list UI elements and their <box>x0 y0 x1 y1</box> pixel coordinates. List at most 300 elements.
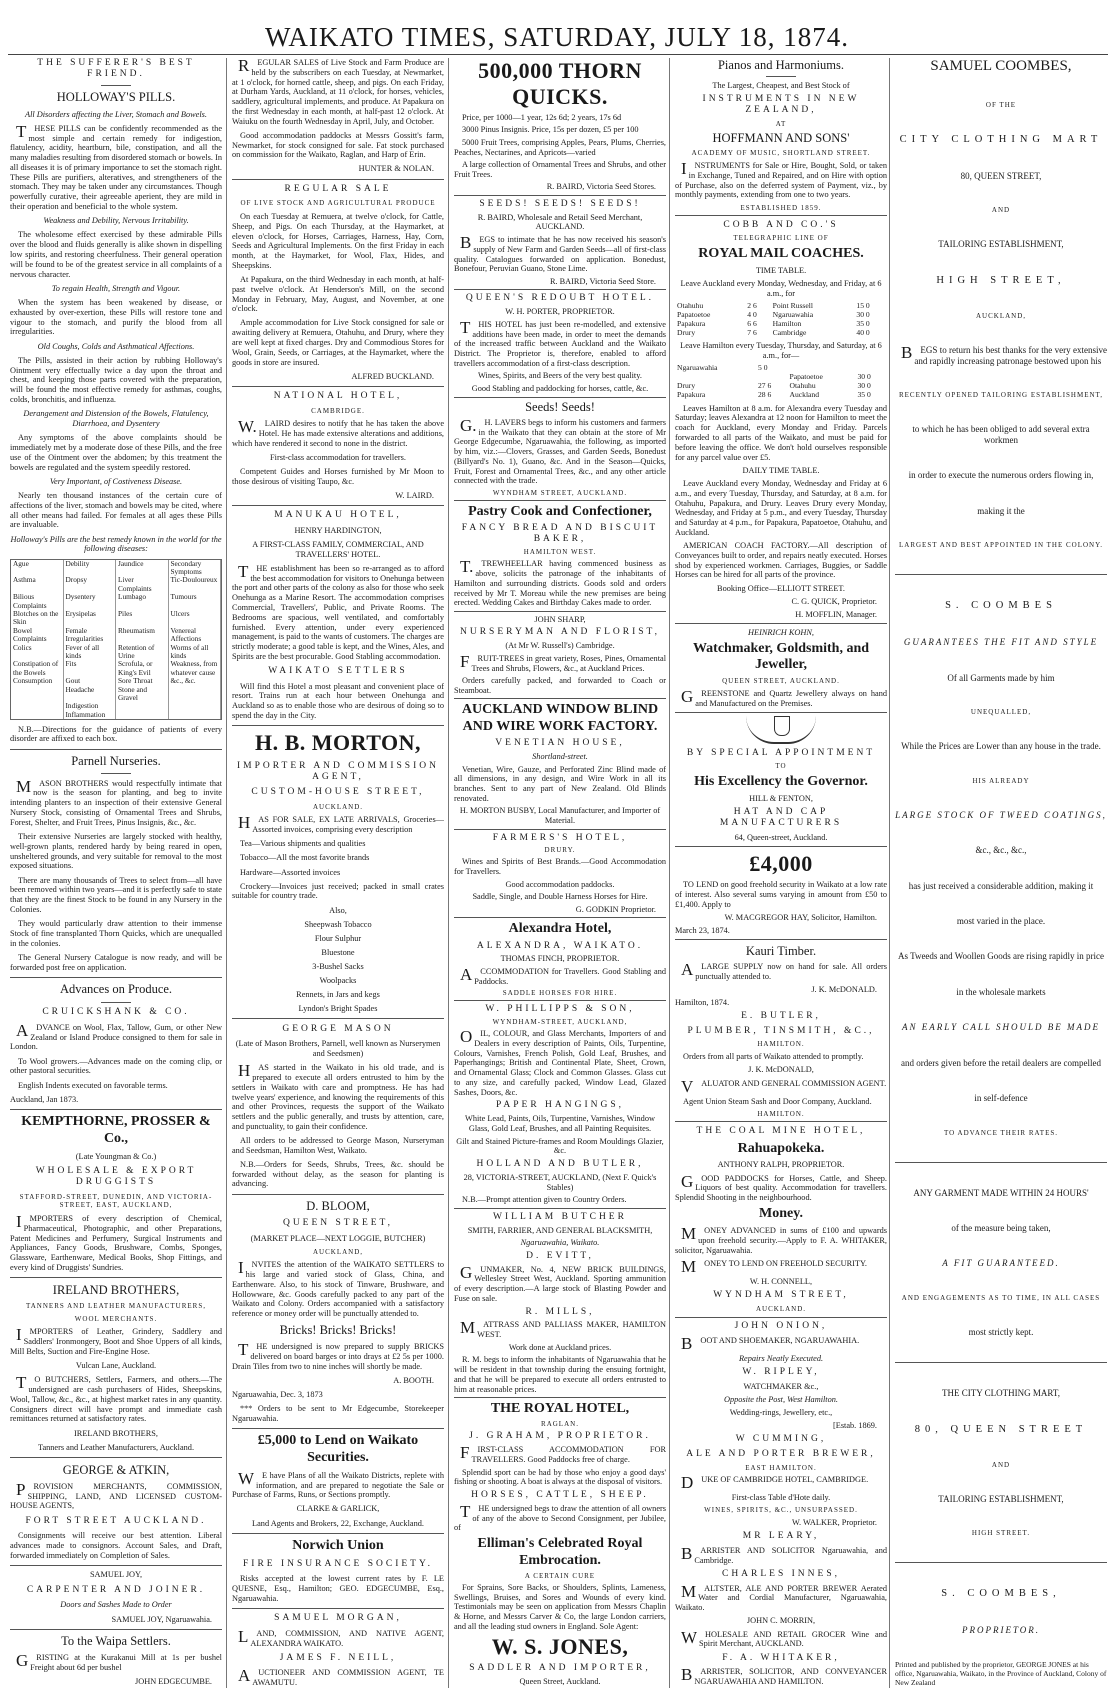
divider <box>454 1208 666 1209</box>
ad-headline: £4,000 <box>749 850 813 876</box>
ad-line: SMITH, FARRIER, AND GENERAL BLACKSMITH, <box>467 1225 653 1235</box>
ad-line: Booking Office—ELLIOTT STREET. <box>717 583 845 593</box>
ad-line: Gilt and Stained Picture-frames and Room Mouldings Glazier, &c. <box>456 1136 664 1156</box>
disease-item: Constipation of the Bowels <box>11 660 64 677</box>
ad-signature: ALFRED BUCKLAND. <box>351 371 434 381</box>
disease-item: Worms of all kinds <box>169 644 222 661</box>
ad-line: A FIRST-CLASS FAMILY, COMMERCIAL, AND TRAVELLERS' HOTEL. <box>252 540 424 559</box>
ad-line: Sheepwash Tobacco <box>304 919 372 929</box>
fare-destination: Papatoetoe <box>789 372 823 382</box>
ad-subheading: VENETIAN HOUSE, <box>495 738 625 748</box>
ad-address: STAFFORD-STREET, DUNEDIN, AND VICTORIA-STREET, EAST, AUCKLAND, <box>19 1193 213 1210</box>
ad-signature: R. BAIRD, Victoria Seed Store. <box>549 276 656 286</box>
ad-line: WATCHMAKER &c., <box>743 1381 819 1391</box>
column-4 <box>675 58 887 1688</box>
ad-body: MONEY ADVANCED in sums of £100 and upwards upon freehold security.—Apply to F. A. WHITAKER, solicitor, Ngaruawahia. <box>675 1224 887 1255</box>
ad-dateline: Hamilton, 1874. <box>675 998 730 1008</box>
ad-line: THE CITY CLOTHING MART, <box>942 1388 1060 1399</box>
ad-body: Leaves Hamilton at 8 a.m. for Alexandra every Tuesday and Saturday; leaves Alexandra at 12 noon for Hamilton to meet the coach for Auckland, every Monday and Friday. Parcels forwarded to all parts of the Waikato, and must be paid for before leaving the office. We don't hold ourselves responsible for any parcel value over £5. <box>675 403 887 462</box>
disease-item: Ague <box>11 560 64 577</box>
ad-italic-line: Doors and Sashes Made to Order <box>60 1600 172 1610</box>
ad-italic-line: LARGE STOCK OF TWEED COATINGS, <box>895 809 1107 820</box>
disease-item: Piles <box>116 610 169 627</box>
ad-address: CAMBRIDGE. <box>311 406 365 415</box>
ad-signature: J. K. McDONALD. <box>811 984 877 994</box>
ad-subheading: BY SPECIAL APPOINTMENT <box>686 747 876 758</box>
ad-italic-line: Very Important, of Costiveness Disease. <box>49 476 183 486</box>
ad-body: TO LEND on good freehold security in Waikato at a low rate of interest. Also several sums varying in amount from £50 to £1,400. Apply to <box>675 880 887 909</box>
ad-line: Of all Garments made by him <box>947 672 1055 683</box>
ad-body: Orders from all parts of Waikato attended to promptly. <box>683 1052 864 1062</box>
masthead-rule <box>8 54 1108 55</box>
ad-body: The General Nursery Catalogue is now ready, and will be forwarded post free on application. <box>10 952 222 972</box>
fare-destination: Drury <box>677 328 696 338</box>
ad-subheading: W. PHILLIPPS & SON, <box>485 1004 635 1015</box>
ad-line: J. K. McDONALD, <box>748 1065 814 1075</box>
ad-dateline: March 23, 1874. <box>675 926 730 936</box>
fare-destination: Point Russell <box>772 301 813 311</box>
ad-body: AUCTIONEER AND COMMISSION AGENT, TE AWAMUTU. <box>238 1666 444 1688</box>
ad-address: AT <box>775 119 787 128</box>
ad-line: Flour Sulphur <box>314 933 362 943</box>
ad-heading: Pastry Cook and Confectioner, <box>468 503 652 519</box>
ad-line: making it the <box>977 505 1025 516</box>
fare-destination: Otahuhu <box>677 301 704 311</box>
ad-subheading: NATIONAL HOTEL, <box>273 391 403 402</box>
disease-item: Scrofula, or King's Evil <box>116 660 169 677</box>
ad-line: Wines, Spirits, and Beers of the very best quality. <box>478 371 642 381</box>
ad-subheading: MANUKAU HOTEL, <box>274 510 402 521</box>
ad-body: INVITES the attention of the WAIKATO SETTLERS to his large and varied stock of Glass, China, and Earthenware. Also, to his stock of Tinware, Brushware, and Hollowware, &c. Goods carefully packed to any part of the Waikato and Colony. Orders accompanied with a satisfactory reference or money order will be punctually attended to. <box>232 1258 444 1319</box>
ad-address: WINES, SPIRITS, &C., UNSURPASSED. <box>704 1506 858 1515</box>
fare-price: 2 6 <box>747 301 757 311</box>
ad-address: AUCKLAND. <box>755 1304 807 1313</box>
divider <box>454 829 666 830</box>
ad-italic-line: Old Coughs, Colds and Asthmatical Affections. <box>37 341 195 351</box>
ad-body: MONEY TO LEND ON FREEHOLD SECURITY. <box>681 1257 867 1277</box>
ad-line: SAMUEL JOY, <box>89 1570 143 1580</box>
ad-line: (At Mr W. Russell's) Cambridge. <box>505 641 615 651</box>
ad-subheading: S. COOMBES, <box>941 1588 1061 1600</box>
fare-price: 28 6 <box>758 390 772 400</box>
ad-line: CLARKE & GARLICK, <box>296 1504 380 1514</box>
ad-address: QUEEN STREET, AUCKLAND. <box>722 677 840 686</box>
divider <box>232 1428 444 1429</box>
disease-item <box>169 686 222 703</box>
ad-body: There are many thousands of Trees to select from—all have been removed within two years—and it is perfectly safe to state that they are the finest Stock to be found in any Nursery in the Colonies. <box>10 875 222 914</box>
ad-address: ACADEMY OF MUSIC, SHORTLAND STREET. <box>691 149 871 158</box>
ad-subheading: JOHN ONION, <box>734 1321 828 1332</box>
ad-body: LAND, COMMISSION, AND NATIVE AGENT, ALEXANDRA WAIKATO. <box>238 1626 444 1648</box>
ad-subheading: JAMES F. NEILL, <box>279 1652 397 1663</box>
divider <box>10 977 222 978</box>
ad-italic-line: Derangement and Distension of the Bowels, Flatulency, Diarrhoea, and Dysentery <box>23 409 209 429</box>
ad-address: HIS ALREADY <box>972 776 1030 785</box>
ad-address: WYNDHAM-STREET, AUCKLAND, <box>492 1018 628 1027</box>
divider <box>895 1162 1107 1163</box>
ad-line: Leave Hamilton every Tuesday, Thursday, and Saturday, at 6 a.m., for— <box>680 341 882 361</box>
fare-table <box>675 302 887 338</box>
ad-line: Bluestone <box>321 947 355 957</box>
ad-body: On each Tuesday at Remuera, at twelve o'clock, for Cattle, Sheep, and Pigs. On each Thursday, at the Haymarket, at eleven o'clock, for Horses, Carriages, Harness, Hay, Corn, Seeds and Agricultural Implements. On the first Friday in each month, at the Haymarket, for Wool, Flax, Hides, and Sheepskins. <box>232 212 444 270</box>
disease-item: Liver Complaints <box>116 576 169 593</box>
ad-line: R. BAIRD, Wholesale and Retail Seed Merchant, AUCKLAND. <box>477 212 643 232</box>
ad-body: BOOT AND SHOEMAKER, NGARUAWAHIA. <box>681 1333 860 1353</box>
disease-item: Sore Throat <box>116 677 169 685</box>
ad-line: Wedding-rings, Jewellery, etc., <box>729 1407 833 1417</box>
ad-subheading: NURSERYMAN AND FLORIST, <box>460 627 660 638</box>
fare-destination: Drury <box>677 381 696 391</box>
disease-item: Gout <box>64 677 117 685</box>
divider <box>675 623 887 624</box>
disease-item: Female Irregularities <box>64 627 117 644</box>
ad-body: WHOLESALE AND RETAIL GROCER Wine and Spirit Merchant, AUCKLAND. <box>681 1627 887 1649</box>
ad-subheading: 80, QUEEN STREET <box>914 1423 1088 1435</box>
divider <box>10 1457 222 1458</box>
ad-heading: Money. <box>759 1206 803 1222</box>
disease-item: Dysentery <box>64 593 117 610</box>
ad-body: All orders to be addressed to George Mason, Nurseryman and Seedsman, Hamilton West, Waikato. <box>232 1136 444 1155</box>
ad-subheading: HORSES, CATTLE, SHEEP. <box>471 1489 649 1500</box>
disease-item: Tic-Douloureux <box>169 576 222 593</box>
disease-item <box>11 702 64 710</box>
disease-list <box>10 559 222 720</box>
fare-price: 30 0 <box>857 381 871 391</box>
ad-body: GUNMAKER, No. 4, NEW BRICK BUILDINGS, Wellesley Street West, Auckland. Sporting ammunition of every description.—A large stock of Blasting Powder and Fuse on sale. <box>454 1262 666 1303</box>
ad-body: They would particularly draw attention to their immense Stock of fine transplanted Thorn Quicks, which are unequalled in the colonies. <box>10 919 222 948</box>
divider <box>454 1000 666 1001</box>
ad-body: Wines and Spirits of Best Brands.—Good Accommodation for Travellers. <box>454 857 666 877</box>
disease-item: Inflammation <box>64 711 117 719</box>
ad-heading: THE ROYAL HOTEL, <box>490 1401 630 1416</box>
ad-body: FRUIT-TREES in great variety, Roses, Pines, Ornamental Trees and Shrubs, Flowers, &c., at Auckland Prices. <box>460 651 666 673</box>
ad-subheading: SADDLER AND IMPORTER, <box>469 1663 651 1674</box>
ad-body: 3000 Pinus Insignis. Price, 15s per dozen, £5 per 100 <box>462 125 639 135</box>
ad-body: DUKE OF CAMBRIDGE HOTEL, CAMBRIDGE. <box>681 1473 869 1493</box>
fare-row <box>675 373 887 382</box>
fare-destination: Ngaruawahia <box>772 310 814 320</box>
ad-italic-line: GUARANTEES THE FIT AND STYLE <box>903 637 1099 648</box>
ad-address: HAMILTON. <box>757 1040 805 1049</box>
ad-heading: £5,000 to Lend on Waikato Securities. <box>257 1433 419 1465</box>
ad-subheading: THE SUFFERER'S BEST FRIEND. <box>37 58 195 80</box>
divider <box>454 397 666 398</box>
ad-address: OF LIVE STOCK AND AGRICULTURAL PRODUCE <box>240 199 436 208</box>
ad-address: LARGEST AND BEST APPOINTED IN THE COLONY. <box>898 541 1104 550</box>
ad-body: ADVANCE on Wool, Flax, Tallow, Gum, or other New Zealand or Island Produce consigned to them for sale in London. <box>10 1020 222 1052</box>
ad-line: in self-defence <box>974 1093 1028 1104</box>
ad-line: Lyndon's Bright Spades <box>298 1004 378 1014</box>
ad-line: THOMAS FINCH, PROPRIETOR. <box>500 954 620 964</box>
disease-item: Venereal Affections <box>169 627 222 644</box>
ad-line: Rennets, in Jars and kegs <box>296 990 380 1000</box>
ad-body: BARRISTER, SOLICITOR, AND CONVEYANCER NGARUAWAHIA AND HAMILTON. <box>681 1665 887 1686</box>
disease-item <box>169 711 222 719</box>
disease-item: Tumours <box>169 593 222 610</box>
fare-price: 30 0 <box>857 372 871 382</box>
printer-imprint: Printed and published by the proprietor, GEORGE JONES at his office, Ngaruawahia, Waikato, in the Province of Auckland, Colony of New Zealand <box>895 1659 1107 1687</box>
ad-address: WYNDHAM STREET, AUCKLAND. <box>492 489 628 498</box>
disease-item: Lumbago <box>116 593 169 610</box>
ad-line: First-class Table d'Hote daily. <box>731 1493 831 1503</box>
ad-line: in order to execute the numerous orders flowing in, <box>908 470 1094 481</box>
disease-item <box>11 711 64 719</box>
ad-heading: HOFFMANN AND SONS' <box>712 131 850 146</box>
divider <box>10 1565 222 1566</box>
divider <box>454 1397 666 1398</box>
ad-line: DAILY TIME TABLE. <box>742 465 820 475</box>
ad-body: TO BUTCHERS, Settlers, Farmers, and others.—The undersigned are cash purchasers of Hides, Sheepskins, Wool, Tallow, &c., &c., at highest market rates in any quantity. Consigners direct will have prompt and immediate cash remittances returned at satisfactory rates. <box>10 1373 222 1424</box>
ad-subheading: WAIKATO SETTLERS <box>268 666 408 677</box>
ad-line: HILL & FENTON, <box>749 794 813 804</box>
ad-line: has just received a considerable addition, making it <box>908 880 1094 891</box>
disease-item <box>11 686 64 703</box>
ad-body: Risks accepted at the lowest current rates by F. LE QUESNE, Esq., Hamilton; GEO. EDGECUMBE, Esq., Ngaruawahia. <box>232 1574 444 1603</box>
ad-body: Good accommodation paddocks at Messrs Gossitt's farm, Newmarket, for stock consigned for sale. Fat stock purchased on commission for the Waikato, Raglan, and Harp of Erin. <box>232 130 444 160</box>
disease-item: Fits <box>64 660 117 677</box>
ad-line: Good Stabling and paddocking for horses, cattle, &c. <box>471 383 649 393</box>
ad-line: Tanners and Leather Manufacturers, Auckland. <box>37 1442 195 1452</box>
ad-line: Vulcan Lane, Auckland. <box>75 1361 157 1371</box>
fare-row <box>675 364 887 373</box>
fare-price: 4 0 <box>747 310 757 320</box>
ad-line: Saddle, Single, and Double Harness Horses for Hire. <box>472 892 648 902</box>
ad-subheading: W CUMMING, <box>735 1434 827 1445</box>
ad-italic-line: To regain Health, Strength and Vigour. <box>51 283 181 293</box>
disease-item <box>116 711 169 719</box>
disease-item: Secondary Symptoms <box>169 560 222 577</box>
ad-heading: Pianos and Harmoniums. <box>717 58 845 72</box>
ad-body: Will find this Hotel a most pleasant and convenient place of resort. Trains run at each hour between Onehunga and Auckland so as to enable those who are desirous of doing so to spend the day in the City. <box>232 681 444 720</box>
ad-body: THE undersigned begs to draw the attention of all owners of any of the above to Second Consignment, per Jubilee, of <box>454 1501 666 1533</box>
ad-line: most varied in the place. <box>956 915 1046 926</box>
ad-body: Venetian, Wire, Gauze, and Perforated Zinc Blind made of all dimensions, in any design, and Wire Work in all its branches. Sent to any part of New Zealand. Old Blinds renovated. <box>454 764 666 803</box>
ad-line: The Largest, Cheapest, and Best Stock of <box>712 80 850 90</box>
ad-line: 3-Bushel Sacks <box>312 962 364 972</box>
divider <box>232 1018 444 1019</box>
disease-item: Rheumatism <box>116 627 169 644</box>
ad-subheading: W. RIPLEY, <box>742 1366 820 1377</box>
fare-row <box>675 391 887 400</box>
fare-row <box>675 329 887 338</box>
ad-signature: H. MOFFLIN, Manager. <box>795 610 877 620</box>
ad-body: THIS HOTEL has just been re-modelled, and extensive additions have been made, in order to meet the demands of the increased traffic between Auckland and the Waikato District. The Proprietor is, therefore, enabled to afford travellers accommodation of a first-class description. <box>454 317 666 368</box>
ad-body: BEGS to intimate that he has now received his season's supply of New Farm and Garden Seeds—all of first-class quality. Catalogues forwarded on application. Bonedust, Bonefour, Peruvian Guano, Stone Lime. <box>454 233 666 274</box>
ad-body: G.H. LAVERS begs to inform his customers and farmers in the Waikato that they can obtain at the store of Mr George Edgecumbe, Ngaruawahia, the following, as imported by him, viz.:—Clovers, Grasses, and Garden Seeds, Bonedust (Billyard's No. 1), Guano, &c. And in the Season—Quicks, Fruit, Forest and Ornamental Trees, &c., and any other article connected with the trade. <box>454 415 666 486</box>
ad-line: &c., &c., &c., <box>975 845 1027 856</box>
fare-price: 5 0 <box>758 363 768 373</box>
ad-body: PROVISION MERCHANTS, COMMISSION, SHIPPING, LAND, AND LICENSED CUSTOM-HOUSE AGENTS, <box>10 1479 222 1511</box>
divider <box>101 773 131 774</box>
divider <box>895 1562 1107 1563</box>
ad-body: Any symptoms of the above complaints should be immediately met by a moderate dose of these Pills, and the free use of the Ointment over the abdomen; by this treatment the bowels are regulated and the system speedily restored. <box>10 433 222 472</box>
ad-body: GRISTING at the Kurakanui Mill at 1s per bushel Freight about 6d per bushel <box>16 1651 222 1673</box>
fare-destination: Papakura <box>677 390 706 400</box>
disease-item: Erysipelas <box>64 610 117 627</box>
ad-body: THESE PILLS can be confidently recommended as the most simple and certain remedy for indigestion, flatulency, acidity, heartburn, bile, constipation, and all the many maladies resulting from disordered stomach or bowels. In all diseases it is of primary importance to set the stomach right. These Pills are purifiers, alteratives, and strengtheners of the stomach. They may be taken under any circumstances. Though powerfully curative, their agreeable aperient, they are mild in their operation and beneficial to the whole system. <box>10 121 222 211</box>
fare-destination: Otahuhu <box>789 381 816 391</box>
divider <box>10 1277 222 1278</box>
ad-address: UNEQUALLED, <box>970 708 1032 717</box>
ad-address: AUCKLAND, <box>312 1247 364 1256</box>
royal-crest-icon <box>746 716 816 744</box>
ad-body: A large collection of Ornamental Trees and Shrubs, and other Fruit Trees. <box>454 160 666 179</box>
ad-subheading: D. EVITT, <box>526 1250 594 1261</box>
ad-signature: W. LAIRD. <box>395 490 434 500</box>
ad-address: RAGLAN. <box>541 1420 579 1429</box>
ad-heading: D. BLOOM, <box>306 1198 370 1213</box>
ad-subheading: HIGH STREET, <box>936 274 1066 286</box>
ad-heading: Norwich Union <box>292 1537 384 1553</box>
ad-body: To Wool growers.—Advances made on the coming clip, or other pastoral securities. <box>10 1056 222 1076</box>
ad-body: Splendid sport can be had by those who enjoy a good days' fishing or shooting. A boat is always at the disposal of visitors. <box>454 1467 666 1487</box>
ad-line: (Late of Mason Brothers, Parnell, well known as Nurserymen and Seedsmen) <box>235 1039 441 1059</box>
ad-body: HAS started in the Waikato in his old trade, and is prepared to execute all orders entrusted to him by the settlers in Waikato with care and promptness. He has had twelve years' experience, and knowing the requirements of this and other Provinces, requests the support of the Waikato settlers and the public generally, and trusts by attention, care, and punctuality, to gain their confidence. <box>232 1061 444 1131</box>
ad-italic-line: AN EARLY CALL SHOULD BE MADE <box>902 1022 1100 1033</box>
ad-address: TELEGRAPHIC LINE OF <box>733 234 829 243</box>
disease-item: Asthma <box>11 576 64 593</box>
ad-subheading: IMPORTER AND COMMISSION AGENT, <box>237 760 439 782</box>
ad-italic-line: All Disorders affecting the Liver, Stomach and Bowels. <box>25 109 207 119</box>
ad-body: Nearly ten thousand instances of the certain cure of affections of the liver, stomach and bowels may be cited, where all other means had failed. For females at all ages these Pills are invaluable. <box>10 491 222 530</box>
ad-subheading: CUSTOM-HOUSE STREET, <box>251 787 425 798</box>
column-2 <box>232 58 444 1688</box>
ad-headline: H. B. MORTON, <box>254 730 422 756</box>
ad-italic-line: Weakness and Debility, Nervous Irritability. <box>43 216 189 226</box>
ad-signature: G. GODKIN Proprietor. <box>575 904 656 914</box>
divider <box>454 289 666 290</box>
ad-signature: R. BAIRD, Victoria Seed Stores. <box>546 182 656 192</box>
fare-price: 40 0 <box>856 328 870 338</box>
ad-signature: A. BOOTH. <box>393 1375 434 1385</box>
divider <box>895 574 1107 575</box>
ad-signature: W. MACGREGOR HAY, Solicitor, Hamilton. <box>724 912 877 922</box>
ad-line: White Lead, Paints, Oils, Turpentine, Varnishes, Window Glass, Gold Leaf, Brushes, and all Painting Requisites. <box>465 1114 655 1134</box>
ad-body: Their extensive Nurseries are largely stocked with healthy, well-grown plants, rendered hardy by being reared in open, unsheltered grounds, and very suitable for removal to the most exposed situations. <box>10 832 222 871</box>
ad-body: ACCOMMODATION for Travellers. Good Stabling and Paddocks. <box>460 965 666 986</box>
ad-line: H. MORTON BUSBY, Local Manufacturer, and Importer of Material. <box>459 806 661 826</box>
fare-destination: Papatoetoe <box>677 310 711 320</box>
ad-line: IRELAND BROTHERS, <box>74 1428 158 1438</box>
disease-item: Weakness, from whatever cause <box>169 660 222 677</box>
ad-heading: Watchmaker, Goldsmith, and Jeweller, <box>692 640 870 673</box>
divider <box>232 1194 444 1195</box>
ad-subheading: PLUMBER, TINSMITH, &C., <box>687 1025 875 1036</box>
ad-body: Ample accommodation for Live Stock consigned for sale or awaiting delivery at Remuera, Otahuhu, and Drury, where they are well kept at fixed charges. Dry and Commodious Stores for Wool, Grain, Seeds, or Carriages, at the Haymarket, where the goods in store are insured. <box>232 318 444 367</box>
ad-body: Orders carefully packed, and forwarded to Coach or Steamboat. <box>454 676 666 695</box>
ad-subheading: REGULAR SALE <box>284 183 392 194</box>
ad-line: TIME TABLE. <box>755 266 807 276</box>
ad-address: AUCKLAND. <box>312 802 364 811</box>
disease-item: &c., &c. <box>169 677 222 685</box>
ad-heading: Elliman's Celebrated Royal Embrocation. <box>477 1536 643 1568</box>
ad-subheading: QUEEN'S REDOUBT HOTEL. <box>465 293 655 304</box>
ad-heading: Seeds! Seeds! <box>525 400 595 415</box>
disease-item: Debility <box>64 560 117 577</box>
ad-address: TO ADVANCE THEIR RATES. <box>943 1128 1058 1137</box>
fare-row <box>675 382 887 391</box>
ad-italic-line: Shortland-street. <box>532 751 588 761</box>
ad-signature: JOHN EDGECUMBE. <box>135 1677 212 1687</box>
divider <box>675 712 887 713</box>
ad-body: MASON BROTHERS would respectfully intimate that now is the season for planting, and beg to invite intending planters to an inspection of their extensive General Nursery Stock, consisting of Ornamental Trees and Shrubs, Forest, Shelter, and Fruit Trees, Pinus Insignis, &c., &c. <box>10 776 222 827</box>
disease-item <box>169 702 222 710</box>
disease-item: Jaundice <box>116 560 169 577</box>
ad-body: ALARGE SUPPLY now on hand for sale. All orders punctually attended to. <box>681 959 887 981</box>
ad-line: JOHN C. MORRIN, <box>746 1616 816 1626</box>
ad-line: Leave Auckland every Monday, Wednesday, and Friday, at 6 a.m., for <box>680 279 882 298</box>
fare-price: 27 6 <box>758 381 772 391</box>
ad-line: in the wholesale markets <box>956 986 1046 997</box>
fare-destination: Hamilton <box>772 319 802 329</box>
fare-destination: Papakura <box>677 319 706 329</box>
ad-body: W.LAIRD desires to notify that he has taken the above Hotel. He has made extensive alterations and additions, which have rendered it second to none in the district. <box>232 417 444 448</box>
ad-body: THE establishment has been so re-arranged as to afford the best accommodation for visitors to Onehunga between the port and other parts of the colony as also for those who seek Onehunga as a Marine Resort. The accommodation comprises Commercial, Travellers', Public, and Private Rooms. The Bedrooms are spacious, well ventilated, and comfortably furnished. Every attention, under every experienced management, is paid to the wants of customers. The charges are strictly moderate; a good table is kept, and the Wines, Ales, and Spirits are the best procurable. Good Stabling accommodation. <box>232 561 444 661</box>
ad-address: TANNERS AND LEATHER MANUFACTURERS, <box>26 1301 206 1310</box>
ad-body: GOOD PADDOCKS for Horses, Cattle, and Sheep. Liquors of best quality. Accommodation for travellers. Splendid Shooting in the neighbourhood. <box>675 1171 887 1203</box>
ad-subheading: QUEEN STREET, <box>282 1217 394 1228</box>
ad-line: First-class accommodation for travellers. <box>270 452 406 462</box>
column-5 <box>895 58 1107 1688</box>
ad-body: English Indents executed on favorable terms. <box>18 1080 168 1090</box>
ad-line: TAILORING ESTABLISHMENT, <box>938 239 1064 250</box>
ad-body: N.B.—Orders for Seeds, Shrubs, Trees, &c. should be forwarded without delay, as the season for planting is advancing. <box>232 1159 444 1189</box>
column-1 <box>10 58 222 1688</box>
ad-heading: GEORGE & ATKIN, <box>62 1462 170 1477</box>
ad-address: EAST HAMILTON. <box>745 1463 817 1472</box>
divider <box>675 215 887 216</box>
ad-italic-line: Holloway's Pills are the best remedy known in the world for the following diseases: <box>10 534 222 554</box>
divider <box>766 76 796 77</box>
ad-line: While the Prices are Lower than any house in the trade. <box>901 741 1101 752</box>
fare-destination: Cambridge <box>772 328 807 338</box>
ad-body: At Papakura, on the third Wednesday in each month, at half-past twelve o'clock. At Henderson's Mill, on the second Monday in February, May, August, and November, at one o'clock. <box>232 275 444 314</box>
ad-heading: His Excellency the Governor. <box>694 774 868 790</box>
ad-body: For Sprains, Sore Backs, or Shoulders, Splints, Lameness, Swellings, Bruises, and Sores and Wounds of every kind. Testimonials may be seen on application from Messrs Chaplin & Horne, and Messrs Carver & Co, the large London carriers, and all the leading stud owners in England. Sole Agent: <box>454 1582 666 1631</box>
ad-subheading: J. GRAHAM, PROPRIETOR. <box>469 1431 651 1442</box>
ad-address: HAMILTON WEST. <box>523 548 597 557</box>
divider <box>675 939 887 940</box>
ad-heading: KEMPTHORNE, PROSSER & Co., <box>21 1114 211 1146</box>
disease-item: Retention of Urine <box>116 644 169 661</box>
divider <box>675 1317 887 1318</box>
ad-line: 80, QUEEN STREET, <box>960 170 1042 181</box>
ad-body: IMPORTERS of Leather, Grindery, Saddlery and Saddlers' Ironmongery, Boot and Shoe Uppers of all kinds, Mill Belts, Suction and Fire-Engine Hose. <box>10 1325 222 1356</box>
ad-address: RECENTLY OPENED TAILORING ESTABLISHMENT, <box>898 391 1104 400</box>
disease-item: Headache <box>64 686 117 703</box>
ad-heading: To the Waipa Settlers. <box>61 1634 171 1649</box>
ad-italic-line: Repairs Neatly Executed. <box>738 1353 824 1363</box>
divider <box>232 179 444 180</box>
ad-address: OF THE <box>985 100 1017 109</box>
ad-subheading: SAMUEL MORGAN, <box>274 1613 402 1624</box>
ad-body: THE undersigned is now prepared to supply BRICKS delivered on board barges or into drays at £2 5s per 1000. Drain Tiles from two to nine inches will shortly be made. <box>232 1340 444 1371</box>
ad-italic-line: PROPRIETOR. <box>961 1625 1041 1636</box>
ad-body: When the system has been weakened by disease, or exhausted by over-exertion, these Pills will restore tone and vigour to the stomach, and purify the blood from all irregularities. <box>10 298 222 337</box>
ad-subheading: COBB AND CO.'S <box>723 219 839 230</box>
ad-italic-line: HEINRICH KOHN, <box>748 627 814 637</box>
fare-price: 15 0 <box>856 301 870 311</box>
fare-price: 6 6 <box>747 319 757 329</box>
ad-signature: HUNTER & NOLAN. <box>358 164 434 174</box>
divider <box>895 1362 1107 1363</box>
disease-item: Stone and Gravel <box>116 686 169 703</box>
ad-line: ANTHONY RALPH, PROPRIETOR. <box>717 1160 845 1170</box>
ad-body: 5000 Fruit Trees, comprising Apples, Pears, Plums, Cherries, Peaches, Nectarines, and Apricots—varied <box>454 137 666 157</box>
ad-subheading: HOLLAND AND BUTLER, <box>476 1158 644 1169</box>
divider <box>454 500 666 501</box>
ad-subheading: SEEDS! SEEDS! SEEDS! <box>479 198 641 209</box>
